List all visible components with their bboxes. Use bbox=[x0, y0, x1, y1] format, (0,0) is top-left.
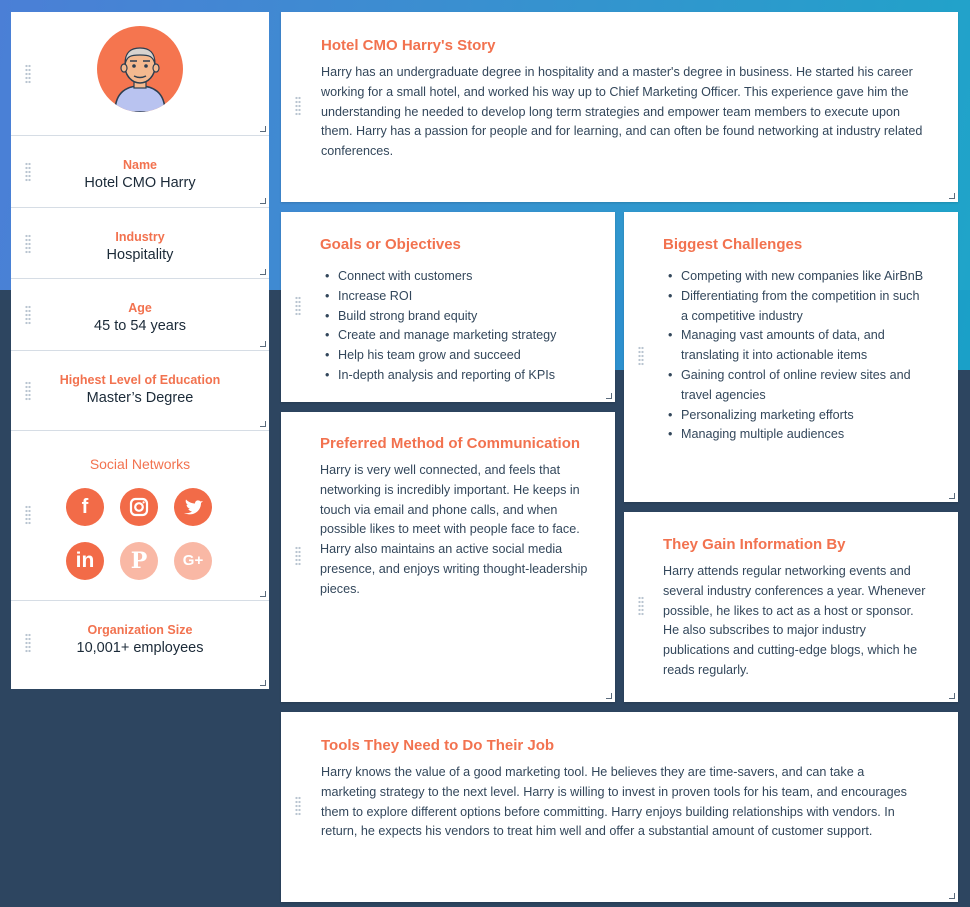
drag-handle-icon[interactable] bbox=[638, 596, 644, 616]
age-value: 45 to 54 years bbox=[94, 318, 186, 334]
resize-handle-icon[interactable] bbox=[260, 421, 266, 427]
resize-handle-icon[interactable] bbox=[949, 693, 955, 699]
age-section[interactable] bbox=[11, 279, 269, 351]
person-avatar-icon bbox=[97, 26, 183, 112]
industry-label: Industry bbox=[115, 230, 165, 244]
resize-handle-icon[interactable] bbox=[606, 393, 612, 399]
list-item: • Build strong brand equity bbox=[320, 307, 610, 327]
drag-handle-icon[interactable] bbox=[295, 546, 301, 566]
list-item: • In-depth analysis and reporting of KPIs bbox=[320, 366, 610, 386]
profile-sidebar bbox=[11, 12, 269, 689]
drag-handle-icon[interactable] bbox=[25, 305, 31, 325]
resize-handle-icon[interactable] bbox=[949, 193, 955, 199]
goals-title: Goals or Objectives bbox=[320, 236, 461, 253]
organization-size-section[interactable] bbox=[11, 601, 269, 689]
drag-handle-icon[interactable] bbox=[295, 96, 301, 116]
drag-handle-icon[interactable] bbox=[295, 796, 301, 816]
drag-handle-icon[interactable] bbox=[638, 346, 644, 366]
goals-list bbox=[320, 267, 610, 386]
name-section[interactable] bbox=[11, 136, 269, 208]
list-item: • Managing multiple audiences bbox=[663, 425, 925, 445]
tools-title: Tools They Need to Do Their Job bbox=[321, 737, 555, 754]
twitter-icon[interactable] bbox=[174, 488, 212, 526]
resize-handle-icon[interactable] bbox=[260, 126, 266, 132]
list-item: • Help his team grow and succeed bbox=[320, 346, 610, 366]
list-item: • Connect with customers bbox=[320, 267, 610, 287]
education-value: Master’s Degree bbox=[86, 390, 194, 406]
name-label: Name bbox=[122, 158, 158, 172]
communication-text: Harry is very well connected, and feels that networking is incredibly important. He keeps in touch via email and phone calls, and when possible likes to meet with people face to face. Harry also maintains an active social media presence, and enjoys writing thought-leadership pieces. bbox=[320, 463, 588, 596]
education-label: Highest Level of Education bbox=[59, 373, 221, 387]
story-text: Harry has an undergraduate degree in hospitality and a master's degree in business. He started his career working for a small hotel, and worked his way up to Chief Marketing Officer. This experience gave him the understanding he needed to develop long term strategies and empower team members to execute upon them. Harry has a passion for people and for learning, and can often be found networking at industry related conferences. bbox=[321, 65, 923, 159]
pinterest-icon[interactable]: P bbox=[120, 542, 158, 580]
tools-card[interactable] bbox=[281, 712, 958, 902]
avatar bbox=[97, 26, 183, 112]
challenges-card[interactable] bbox=[624, 212, 958, 502]
challenges-list bbox=[663, 267, 925, 445]
drag-handle-icon[interactable] bbox=[295, 296, 301, 316]
avatar-section[interactable] bbox=[11, 12, 269, 136]
social-label: Social Networks bbox=[89, 456, 191, 472]
story-title: Hotel CMO Harry's Story bbox=[321, 37, 496, 54]
list-item: • Competing with new companies like AirBnB bbox=[663, 267, 925, 287]
age-label: Age bbox=[128, 301, 152, 315]
org-size-label: Organization Size bbox=[87, 623, 193, 637]
name-value: Hotel CMO Harry bbox=[84, 175, 196, 191]
drag-handle-icon[interactable] bbox=[25, 381, 31, 401]
list-item: • Differentiating from the competition in such a competitive industry bbox=[663, 287, 925, 327]
google-plus-icon[interactable]: G+ bbox=[174, 542, 212, 580]
drag-handle-icon[interactable] bbox=[25, 505, 31, 525]
org-size-value: 10,001+ employees bbox=[76, 640, 204, 656]
list-item: • Increase ROI bbox=[320, 287, 610, 307]
social-networks-section[interactable] bbox=[11, 431, 269, 601]
facebook-icon[interactable]: f bbox=[66, 488, 104, 526]
resize-handle-icon[interactable] bbox=[949, 493, 955, 499]
list-item: • Personalizing marketing efforts bbox=[663, 406, 925, 426]
instagram-icon[interactable] bbox=[120, 488, 158, 526]
resize-handle-icon[interactable] bbox=[260, 341, 266, 347]
drag-handle-icon[interactable] bbox=[25, 633, 31, 653]
resize-handle-icon[interactable] bbox=[260, 269, 266, 275]
resize-handle-icon[interactable] bbox=[260, 198, 266, 204]
resize-handle-icon[interactable] bbox=[260, 680, 266, 686]
drag-handle-icon[interactable] bbox=[25, 234, 31, 254]
linkedin-icon[interactable]: in bbox=[66, 542, 104, 580]
story-card[interactable] bbox=[281, 12, 958, 202]
information-text: Harry attends regular networking events and several industry conferences a year. Whenever possible, he likes to act as a host or sponsor. He also subscribes to major industry publications and cutting-edge blogs, which he reads regularly. bbox=[663, 564, 926, 677]
drag-handle-icon[interactable] bbox=[25, 162, 31, 182]
resize-handle-icon[interactable] bbox=[260, 591, 266, 597]
industry-section[interactable] bbox=[11, 208, 269, 279]
list-item: • Managing vast amounts of data, and translating it into actionable items bbox=[663, 326, 925, 366]
list-item: • Create and manage marketing strategy bbox=[320, 326, 610, 346]
information-title: They Gain Information By bbox=[663, 536, 846, 553]
communication-title: Preferred Method of Communication bbox=[320, 435, 581, 452]
challenges-title: Biggest Challenges bbox=[663, 236, 803, 253]
information-card[interactable] bbox=[624, 512, 958, 702]
resize-handle-icon[interactable] bbox=[606, 693, 612, 699]
communication-card[interactable] bbox=[281, 412, 615, 702]
list-item: • Gaining control of online review sites and travel agencies bbox=[663, 366, 925, 406]
drag-handle-icon[interactable] bbox=[25, 64, 31, 84]
industry-value: Hospitality bbox=[106, 247, 174, 263]
goals-card[interactable] bbox=[281, 212, 615, 402]
resize-handle-icon[interactable] bbox=[949, 893, 955, 899]
tools-text: Harry knows the value of a good marketing tool. He believes they are time-savers, and can take a marketing strategy to the next level. Harry is willing to invest in proven tools for his team, and encourages them to explore different options before committing. Harry enjoys building relationships with vendors. In return, he expects his vendors to treat him well and offer a substantial amount of customer support. bbox=[321, 765, 907, 839]
education-section[interactable] bbox=[11, 351, 269, 431]
